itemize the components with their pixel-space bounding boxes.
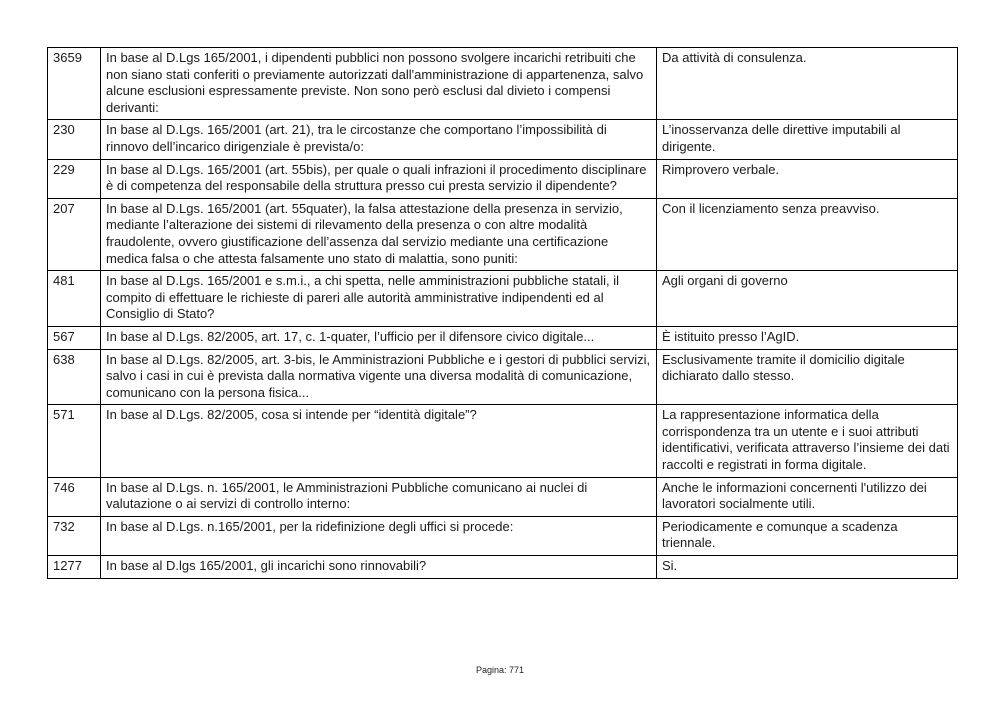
question-text: In base al D.Lgs. n. 165/2001, le Amministrazioni Pubbliche comunicano ai nuclei di valutazione o ai servizi di controllo interno:: [101, 477, 657, 516]
table-row: [48, 326, 958, 349]
question-text: In base al D.Lgs. 82/2005, cosa si intende per “identità digitale”?: [101, 405, 657, 477]
question-id: 3659: [48, 48, 101, 120]
question-id: 746: [48, 477, 101, 516]
question-text: In base al D.Lgs. 165/2001 e s.m.i., a chi spetta, nelle amministrazioni pubbliche statali, il compito di effettuare le richieste di pareri alle autorità amministrative indipendenti ed al Consiglio di Stato?: [101, 271, 657, 327]
question-text: In base al D.Lgs. n.165/2001, per la ridefinizione degli uffici si procede:: [101, 516, 657, 555]
answer-text: Si.: [657, 556, 958, 579]
question-id: 732: [48, 516, 101, 555]
question-id: 571: [48, 405, 101, 477]
table-row: [48, 405, 958, 477]
question-text: In base al D.Lgs. 82/2005, art. 17, c. 1-quater, l’ufficio per il difensore civico digitale...: [101, 326, 657, 349]
answer-text: È istituito presso l’AgID.: [657, 326, 958, 349]
question-id: 229: [48, 159, 101, 198]
table-row: [48, 120, 958, 159]
answer-text: Anche le informazioni concernenti l'utilizzo dei lavoratori socialmente utili.: [657, 477, 958, 516]
question-text: In base al D.Lgs. 165/2001 (art. 55quater), la falsa attestazione della presenza in servizio, mediante l’alterazione dei sistemi di rilevamento della presenza o con altre modalità fraudolente, ovvero giustificazione dell’assenza dal servizio mediante una certificazione medica falsa o che attesta falsamente uno stato di malattia, sono puniti:: [101, 198, 657, 270]
qa-table: [47, 47, 958, 579]
question-text: In base al D.Lgs 165/2001, i dipendenti pubblici non possono svolgere incarichi retribuiti che non siano stati conferiti o previamente autorizzati dall'amministrazione di appartenenza, salvo alcune esclusioni espressamente previste. Non sono però esclusi dal divieto i compensi derivanti:: [101, 48, 657, 120]
page-number: Pagina: 771: [475, 665, 525, 675]
table-row: [48, 48, 958, 120]
answer-text: Periodicamente e comunque a scadenza triennale.: [657, 516, 958, 555]
question-id: 1277: [48, 556, 101, 579]
answer-text: Rimprovero verbale.: [657, 159, 958, 198]
qa-table-body: [48, 48, 958, 579]
table-row: [48, 159, 958, 198]
table-row: [48, 477, 958, 516]
table-row: [48, 349, 958, 405]
answer-text: La rappresentazione informatica della corrispondenza tra un utente e i suoi attributi identificativi, verificata attraverso l’insieme dei dati raccolti e registrati in forma digitale.: [657, 405, 958, 477]
table-row: [48, 556, 958, 579]
answer-text: Esclusivamente tramite il domicilio digitale dichiarato dallo stesso.: [657, 349, 958, 405]
table-row: [48, 198, 958, 270]
question-id: 638: [48, 349, 101, 405]
table-row: [48, 271, 958, 327]
question-text: In base al D.lgs 165/2001, gli incarichi sono rinnovabili?: [101, 556, 657, 579]
question-id: 230: [48, 120, 101, 159]
answer-text: Con il licenziamento senza preavviso.: [657, 198, 958, 270]
answer-text: L’inosservanza delle direttive imputabili al dirigente.: [657, 120, 958, 159]
question-id: 207: [48, 198, 101, 270]
question-id: 481: [48, 271, 101, 327]
table-row: [48, 516, 958, 555]
question-id: 567: [48, 326, 101, 349]
question-text: In base al D.Lgs. 82/2005, art. 3-bis, le Amministrazioni Pubbliche e i gestori di pubblici servizi, salvo i casi in cui è prevista dalla normativa vigente una diversa modalità di comunicazione, comunicano con la persona fisica...: [101, 349, 657, 405]
answer-text: Agli organi di governo: [657, 271, 958, 327]
question-text: In base al D.Lgs. 165/2001 (art. 55bis), per quale o quali infrazioni il procedimento disciplinare è di competenza del responsabile della struttura presso cui presta servizio il dipendente?: [101, 159, 657, 198]
question-text: In base al D.Lgs. 165/2001 (art. 21), tra le circostanze che comportano l’impossibilità di rinnovo dell’incarico dirigenziale è prevista/o:: [101, 120, 657, 159]
answer-text: Da attività di consulenza.: [657, 48, 958, 120]
